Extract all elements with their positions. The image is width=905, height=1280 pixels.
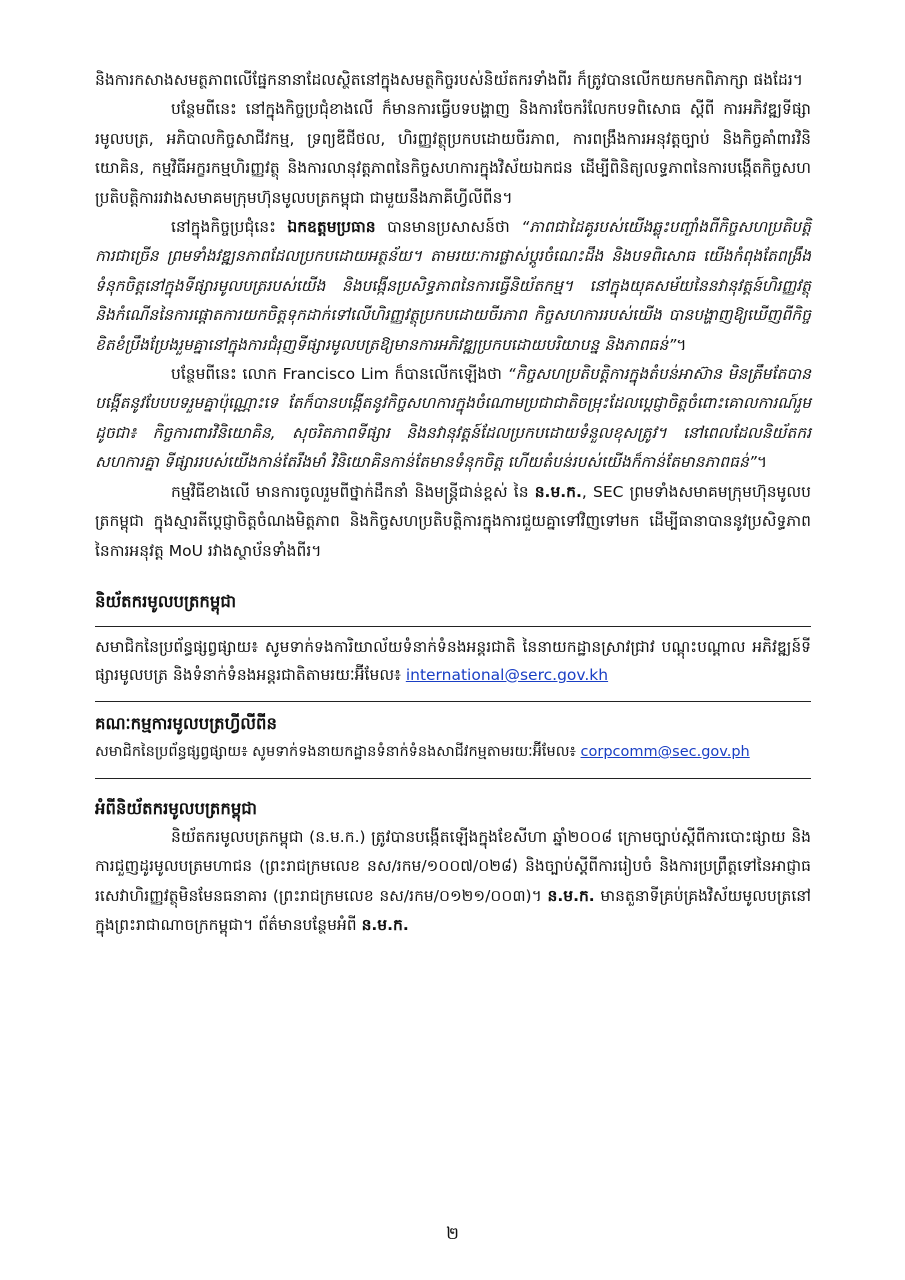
paragraph-lim-quote: [95, 360, 811, 478]
serc-email-link[interactable]: international@serc.gov.kh: [405, 665, 609, 684]
sec-ph-email-link[interactable]: corpcomm@sec.gov.ph: [580, 743, 750, 760]
sec-ph-contact-text: [95, 738, 811, 766]
document-page: [95, 66, 811, 941]
chairman-quote-lead: នៅក្នុងកិច្ចប្រជុំនេះ: [171, 218, 288, 237]
lim-quote-lead: បន្ថែមពីនេះ លោក Francisco Lim ក៏បានលើកឡើងថា: [171, 365, 508, 384]
about-title: អំពីនិយ័តករមូលបត្រកម្ពុជា: [95, 798, 258, 818]
serc-contact-title: និយ័តករមូលបត្រកម្ពុជា: [95, 591, 237, 611]
about-abbreviation-end: ន.ម.ក.: [361, 916, 409, 935]
chairman-quote-mid: បានមានប្រសាសន៍ថា: [375, 218, 522, 237]
about-paragraph: [95, 823, 811, 941]
participation-rest: , SEC ព្រមទាំងសមាគមក្រុមហ៊ុនមូលបត្រកម្ពុជា ក្នុងស្មារតីប្តេជ្ញាចិត្តចំណងមិត្តភាព និងកិច្ចសហប្រតិបត្តិការក្នុងការជួយគ្នាទៅវិញទៅមក ដើម្បីធានាបាននូវប្រសិទ្ធភាពនៃការអនុវត្ត MoU រវាងស្ថាប័នទាំងពីរ។: [95, 482, 811, 560]
serc-contact-text: [95, 633, 811, 689]
sec-ph-contact-title: គណៈកម្មការមូលបត្រហ្វីលីពីន: [95, 713, 277, 733]
chairman-name: ឯកឧត្តមប្រធាន: [287, 218, 376, 237]
paragraph-presentations: បន្ថែមពីនេះ នៅក្នុងកិច្ចប្រជុំខាងលើ ក៏មានការធ្វើបទបង្ហាញ និងការចែករំលែកបទពិសោធ ស្ដីពី ការអភិវឌ្ឍទីផ្សារមូលបត្រ, អភិបាលកិច្ចសាជីវកម្ម, ទ្រព្យឌីជីថល, ហិរញ្ញវត្ថុប្រកបដោយចីរភាព, ការពង្រឹងការអនុវត្តច្បាប់ និងកិច្ចគាំពារវិនិយោគិន, កម្មវិធីអក្ខរកម្មហិរញ្ញវត្ថុ និងការលានុវត្តភាពនៃកិច្ចសហការក្នុងវិស័យឯកជន ដើម្បីពិនិត្យលទ្ធភាពនៃការបង្កើតកិច្ចសហប្រតិបត្តិការរវាងសមាគមក្រុមហ៊ុនមូលបត្រកម្ពុជា ជាមួយនឹងភាគីហ្វីលីពីន។: [95, 100, 811, 207]
about-text-mid: មានតួនាទីគ្រប់គ្រងវិស័យមូលបត្រនៅក្នុងព្រះរាជាណាចក្រកម្ពុជា។ ព័ត៌មានបន្ថែមអំពី: [95, 886, 811, 935]
lim-quote: “កិច្ចសហប្រតិបត្តិការក្នុងតំបន់អាស៊ាន មិនត្រឹមតែបានបង្កើតនូវបែបបទរួមគ្នាប៉ុណ្ណោះទេ តែក៏បានបង្កើតនូវកិច្ចសហការក្នុងចំណោមប្រជាជាតិចម្រុះដែលប្តេជ្ញាចិត្តចំពោះគោលការណ៍រួមដូចជា៖ កិច្ចការពារវិនិយោគិន, សុចរិតភាពទីផ្សារ និងនវានុវត្តន៍ដែលប្រកបដោយទំនួលខុសត្រូវ។ នៅពេលដែលនិយ័តករសហការគ្នា ទីផ្សាររបស់យើងកាន់តែរឹងមាំ វិនិយោគិនកាន់តែមានទំនុកចិត្ត ហើយតំបន់របស់យើងក៏កាន់តែមានភាពធន់”: [95, 365, 811, 472]
lim-quote-end: ។: [756, 453, 768, 472]
sec-ph-contact-label: សមាជិកនៃប្រព័ន្ធផ្សព្វផ្សាយ៖ សូមទាក់ទងនាយកដ្ឋានទំនាក់ទំនងសាជីវកម្មតាមរយៈអ៊ីមែល៖: [95, 743, 581, 760]
paragraph-capacity: និងការកសាងសមត្ថភាពលើផ្នែកនានាដែលស្ថិតនៅក្នុងសមត្ថកិច្ចរបស់និយ័តករទាំងពីរ ក៏ត្រូវបានលើកយកមកពិភាក្សា ផងដែរ។: [95, 71, 803, 89]
about-text-lead: និយ័តករមូលបត្រកម្ពុជា (ន.ម.ក.) ត្រូវបានបង្កើតឡើងក្នុងខែសីហា ឆ្នាំ២០០៨ ក្រោមច្បាប់ស្តីពីការបោះផ្សាយ និងការជួញដូរមូលបត្រមហាជន (ព្រះរាជក្រមលេខ នស/រកម/១០០៧/០២៨) និងច្បាប់ស្តីពីការរៀបចំ និងការប្រព្រឹត្តទៅនៃអាជ្ញាធរសេវាហិរញ្ញវត្ថុមិនមែនធនាគារ (ព្រះរាជក្រមលេខ នស/រកម/០១២១/០០៣)។: [95, 827, 811, 905]
paragraph-participation: [95, 478, 811, 566]
paragraph-chairman-quote: [95, 213, 811, 360]
chairman-quote-end: ។: [676, 335, 687, 354]
serc-contact-label: សមាជិកនៃប្រព័ន្ធផ្សព្វផ្សាយ៖ សូមទាក់ទងការិយាល័យទំនាក់ទំនងអន្តរជាតិ នៃនាយកដ្ឋានស្រាវជ្រាវ បណ្តុះបណ្តាល អភិវឌ្ឍន៍ទីផ្សារមូលបត្រ និងទំនាក់ទំនងអន្តរជាតិតាមរយៈអ៊ីមែល៖: [95, 637, 811, 684]
serc-abbreviation: ន.ម.ក.: [534, 482, 582, 501]
participation-lead: កម្មវិធីខាងលើ មានការចូលរួមពីថ្នាក់ដឹកនាំ និងមន្ត្រីជាន់ខ្ពស់ នៃ: [171, 482, 535, 501]
page-number: ២: [446, 1224, 459, 1244]
about-abbreviation: ន.ម.ក.: [547, 886, 595, 905]
chairman-quote: “ភាពជាដៃគូរបស់យើងឆ្លុះបញ្ចាំងពីកិច្ចសហប្រតិបត្តិការជាច្រើន ព្រមទាំងវឌ្ឍនភាពដែលប្រកបដោយអត្ថន័យ។ តាមរយៈការផ្លាស់ប្តូរចំណេះដឹង និងបទពិសោធ យើងកំពុងតែពង្រឹងទំនុកចិត្តនៅក្នុងទីផ្សារមូលបត្ររបស់យើង និងបង្កើនប្រសិទ្ធភាពនៃការធ្វើនិយ័តកម្ម។ នៅក្នុងយុគសម័យនៃនវានុវត្តន៍ហិរញ្ញវត្ថុ និងកំណើននៃការផ្តោតការយកចិត្តទុកដាក់ទៅលើហិរញ្ញវត្ថុប្រកបដោយចីរភាព កិច្ចសហការរបស់យើង បានបង្ហាញឱ្យឃើញពីកិច្ចខិតខំប្រឹងប្រែងរួមគ្នានៅក្នុងការជំរុញទីផ្សារមូលបត្រឱ្យមានការអភិវឌ្ឍប្រកបដោយបរិយាបន្ន និងភាពធន់”: [95, 218, 811, 354]
